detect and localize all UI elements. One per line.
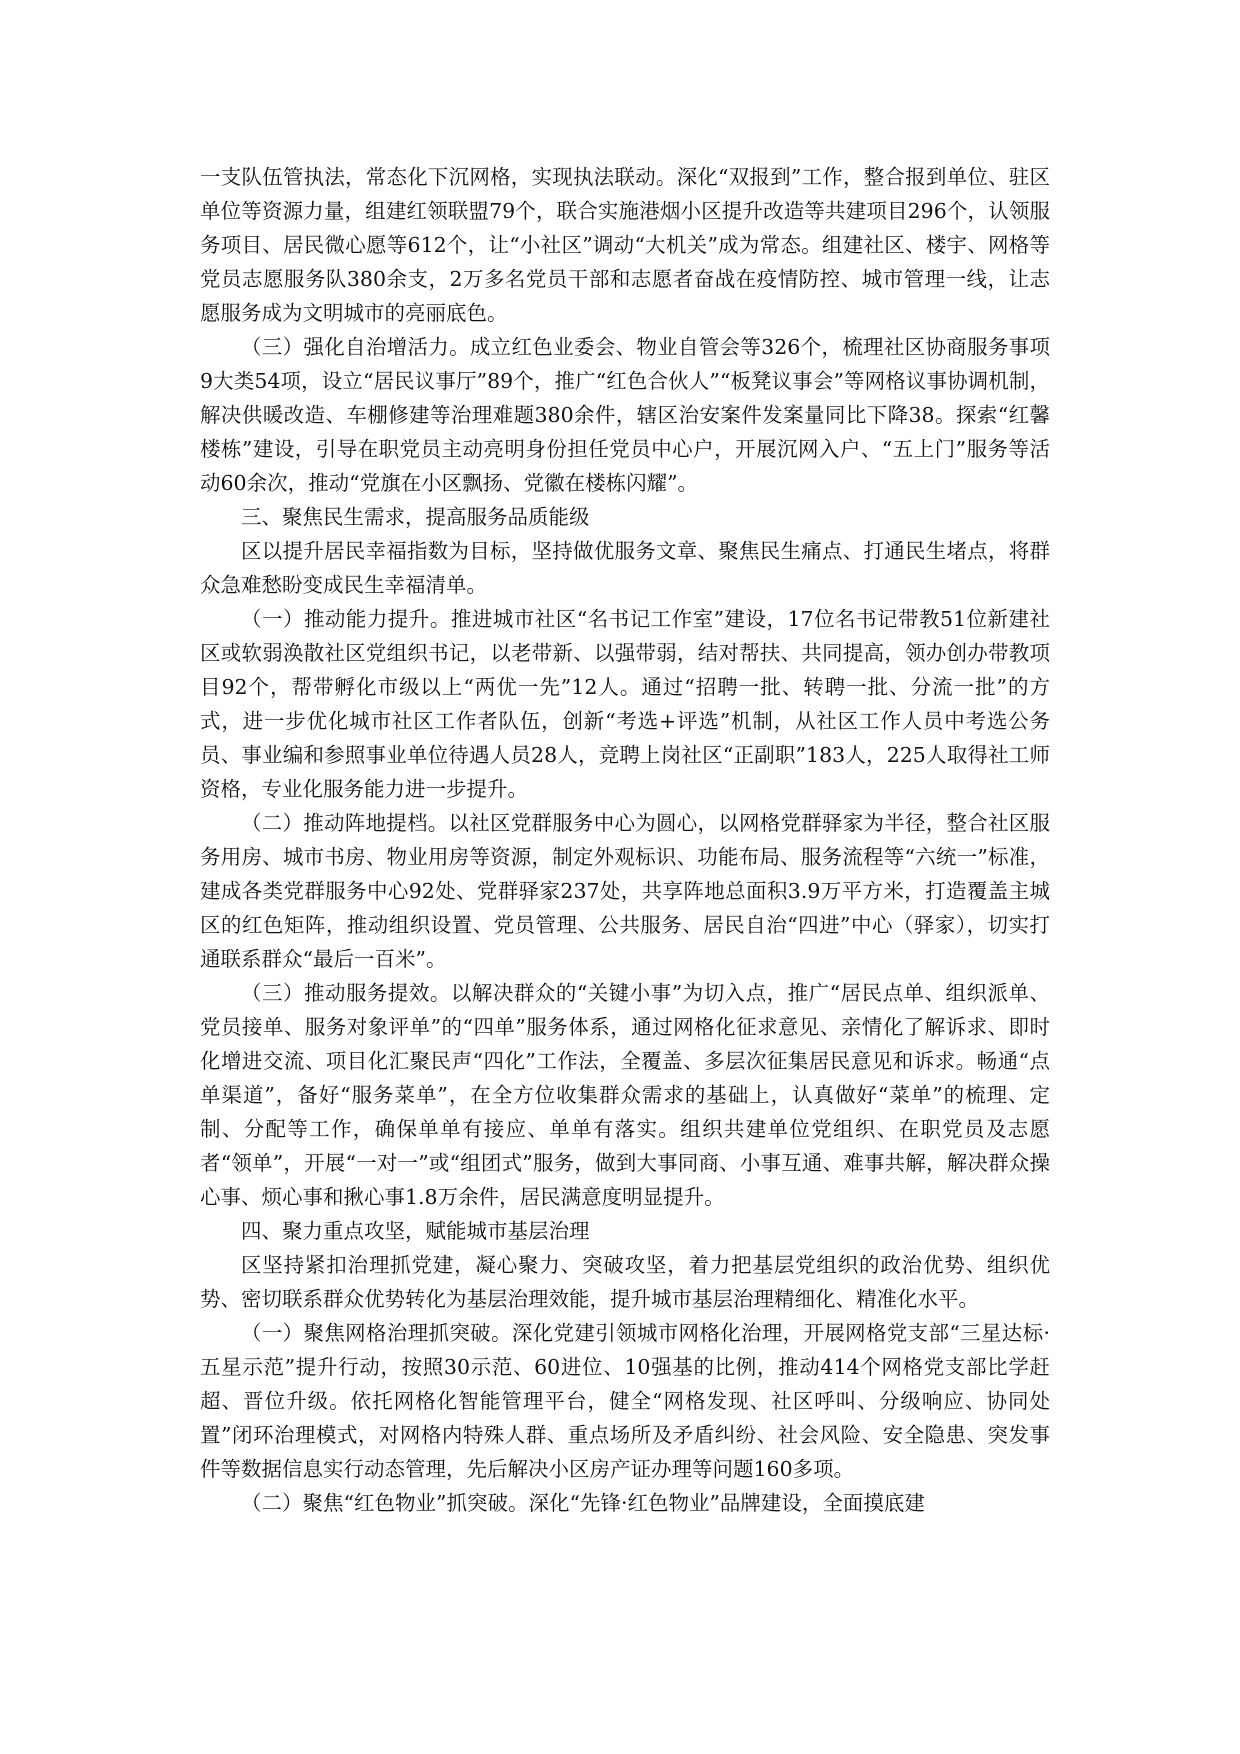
paragraph-continuation: 一支队伍管执法，常态化下沉网格，实现执法联动。深化“双报到”工作，整合报到单位、驻区单位等资源力量，组建红领联盟79个，联合实施港烟小区提升改造等共建项目296个，认领服务项目、居民微心愿等612个，让“小社区”调动“大机关”成为常态。组建社区、楼宇、网格等党员志愿服务队380余支，2万多名党员干部和志愿者奋战在疫情防控、城市管理一线，让志愿服务成为文明城市的亮丽底色。 bbox=[200, 165, 1050, 325]
paragraph-section-4-intro: 区坚持紧扣治理抓党建，凝心聚力、突破攻坚，着力把基层党组织的政治优势、组织优势、密切联系群众优势转化为基层治理效能，提升城市基层治理精细化、精准化水平。 bbox=[200, 1253, 1050, 1311]
paragraph-position: （二）推动阵地提档。以社区党群服务中心为圆心，以网格党群驿家为半径，整合社区服务用房、城市书房、物业用房等资源，制定外观标识、功能布局、服务流程等“六统一”标准，建成各类党群服务中心92处、党群驿家237处，共享阵地总面积3.9万平方米，打造覆盖主城区的红色矩阵，推动组织设置、党员管理、公共服务、居民自治“四进”中心（驿家），切实打通联系群众“最后一百米”。 bbox=[200, 811, 1050, 971]
paragraph-autonomy: （三）强化自治增活力。成立红色业委会、物业自管会等326个，梳理社区协商服务事项9大类54项，设立“居民议事厅”89个，推广“红色合伙人”“板凳议事会”等网格议事协调机制，解决供暖改造、车棚修建等治理难题380余件，辖区治安案件发案量同比下降38。探索“红馨楼栋”建设，引导在职党员主动亮明身份担任党员中心户，开展沉网入户、“五上门”服务等活动60余次，推动“党旗在小区飘扬、党徽在楼栋闪耀”。 bbox=[200, 335, 1050, 495]
paragraph-ability: （一）推动能力提升。推进城市社区“名书记工作室”建设，17位名书记带教51位新建社区或软弱涣散社区党组织书记，以老带新、以强带弱，结对帮扶、共同提高，领办创办带教项目92个，帮带孵化市级以上“两优一先”12人。通过“招聘一批、转聘一批、分流一批”的方式，进一步优化城市社区工作者队伍，创新“考选+评选”机制，从社区工作人员中考选公务员、事业编和参照事业单位待遇人员28人，竞聘上岗社区“正副职”183人，225人取得社工师资格，专业化服务能力进一步提升。 bbox=[200, 607, 1050, 801]
document-page bbox=[200, 160, 1050, 1520]
section-heading-3: 三、聚焦民生需求，提高服务品质能级 bbox=[241, 505, 590, 529]
paragraph-section-3-intro: 区以提升居民幸福指数为目标，坚持做优服务文章、聚焦民生痛点、打通民生堵点，将群众急难愁盼变成民生幸福清单。 bbox=[200, 539, 1050, 597]
paragraph-red-property: （二）聚焦“红色物业”抓突破。深化“先锋·红色物业”品牌建设，全面摸底建 bbox=[241, 1491, 925, 1515]
section-heading-4: 四、聚力重点攻坚，赋能城市基层治理 bbox=[241, 1219, 590, 1243]
paragraph-service: （三）推动服务提效。以解决群众的“关键小事”为切入点，推广“居民点单、组织派单、党员接单、服务对象评单”的“四单”服务体系，通过网格化征求意见、亲情化了解诉求、即时化增进交流、项目化汇聚民声“四化”工作法，全覆盖、多层次征集居民意见和诉求。畅通“点单渠道”，备好“服务菜单”，在全方位收集群众需求的基础上，认真做好“菜单”的梳理、定制、分配等工作，确保单单有接应、单单有落实。组织共建单位党组织、在职党员及志愿者“领单”，开展“一对一”或“组团式”服务，做到大事同商、小事互通、难事共解，解决群众操心事、烦心事和揪心事1.8万余件，居民满意度明显提升。 bbox=[200, 981, 1050, 1209]
paragraph-grid-governance: （一）聚焦网格治理抓突破。深化党建引领城市网格化治理，开展网格党支部“三星达标·五星示范”提升行动，按照30示范、60进位、10强基的比例，推动414个网格党支部比学赶超、晋位升级。依托网格化智能管理平台，健全“网格发现、社区呼叫、分级响应、协同处置”闭环治理模式，对网格内特殊人群、重点场所及矛盾纠纷、社会风险、安全隐患、突发事件等数据信息实行动态管理，先后解决小区房产证办理等问题160多项。 bbox=[200, 1321, 1050, 1481]
